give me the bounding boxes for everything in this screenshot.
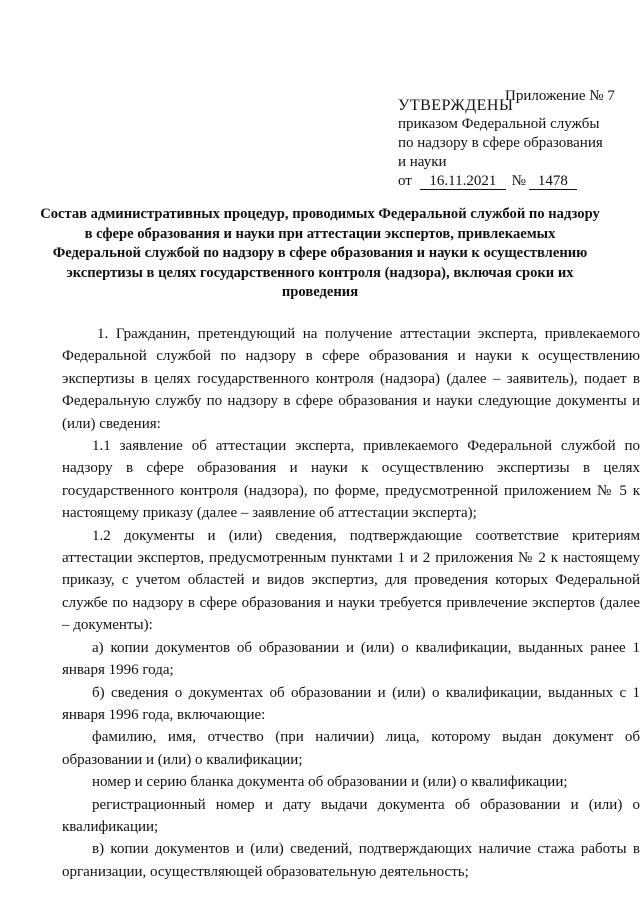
- paragraph-a: а) копии документов об образовании и (или) о квалификации, выданных ранее 1 января 1996 года;: [62, 639, 640, 679]
- order-number-sign: №: [511, 173, 526, 189]
- approval-line-1: приказом Федеральной службы: [398, 116, 600, 132]
- paragraph-1-2: 1.2 документы и (или) сведения, подтверждающие соответствие критериям аттестации экспертов, предусмотренным пунктами 1 и 2 приложения № 2 к настоящему приказу, с учетом областей и видов экспертиз, для проведения которых Федеральной службе по надзору в сфере образования и науки требуется привлечение экспертов (далее – документы):: [62, 527, 640, 634]
- order-number: 1478: [529, 173, 577, 190]
- paragraph-b-registration: регистрационный номер и дату выдачи документа об образовании и (или) о квалификации;: [62, 796, 640, 835]
- approval-block: [398, 96, 630, 191]
- order-from: от: [398, 173, 412, 189]
- paragraph-1-1: 1.1 заявление об аттестации эксперта, привлекаемого Федеральной службой по надзору в сфере образования и науки к осуществлению экспертизы в целях государственного контроля (надзора), по форме, предусмотренной приложением № 5 к настоящему приказу (далее – заявление об аттестации эксперта);: [62, 438, 640, 522]
- paragraph-v: в) копии документов и (или) сведений, подтверждающих наличие стажа работы в организации, осуществляющей образовательную деятельность;: [62, 841, 640, 880]
- document-title: Состав административных процедур, проводимых Федеральной службой по надзору в сфере образования и науки при аттестации экспертов, привлекаемых Федеральной службой по надзору в сфере образования и науки к осуществлению экспертизы в целях государственного контроля (надзора), включая сроки их проведения: [40, 206, 600, 300]
- approval-line-3: и науки: [398, 154, 447, 170]
- paragraph-b-number: номер и серию бланка документа об образовании и (или) о квалификации;: [92, 774, 568, 791]
- paragraph-b-name: фамилию, имя, отчество (при наличии) лица, которому выдан документ об образовании и (или) о квалификации;: [62, 729, 640, 768]
- appendix-label: Приложение № 7: [505, 88, 615, 104]
- document-body: [62, 323, 640, 883]
- paragraph-1: 1. Гражданин, претендующий на получение аттестации эксперта, привлекаемого Федеральной службой по надзору в сфере образования и науки к осуществлению экспертизы в целях государственного контроля (надзора) (далее – заявитель), подает в Федеральную службу по надзору в сфере образования и науки следующие документы и (или) сведения:: [62, 326, 640, 432]
- approval-heading: УТВЕРЖДЕНЫ: [398, 97, 514, 114]
- order-date: 16.11.2021: [420, 173, 506, 190]
- paragraph-b: б) сведения о документах об образовании и (или) о квалификации, выданных с 1 января 1996 года, включающие:: [62, 684, 640, 723]
- order-line: [398, 172, 630, 191]
- approval-line-2: по надзору в сфере образования: [398, 135, 603, 151]
